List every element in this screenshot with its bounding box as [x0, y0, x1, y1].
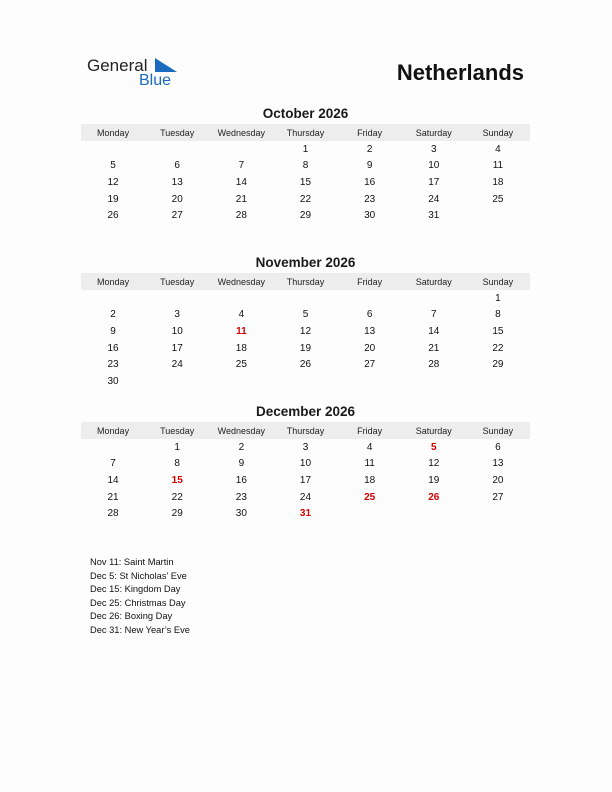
day-cell: 27 — [171, 210, 183, 222]
day-cell: 17 — [299, 474, 312, 486]
month-november — [81, 255, 530, 390]
day-cell: 18 — [364, 474, 376, 486]
month-title: October 2026 — [262, 106, 349, 121]
day-cell: 30 — [107, 375, 119, 387]
day-cell: 25 — [235, 359, 247, 371]
day-cell: 17 — [428, 176, 440, 188]
week-row — [81, 323, 530, 340]
day-cell: 29 — [171, 508, 183, 520]
holiday-item: Dec 31: New Year’s Eve — [90, 624, 190, 635]
day-cell: 10 — [299, 458, 312, 470]
day-cell: 3 — [174, 309, 180, 321]
holiday-day-cell: 25 — [364, 491, 376, 503]
day-cell: 2 — [238, 441, 245, 453]
logo-general-text: General — [87, 56, 148, 75]
day-cell: 20 — [492, 474, 504, 486]
day-cell: 12 — [428, 458, 440, 470]
country-title: Netherlands — [396, 60, 524, 85]
weekday-label: Monday — [97, 425, 130, 436]
week-row — [81, 307, 530, 324]
month-title: November 2026 — [255, 255, 356, 270]
day-cell: 12 — [299, 325, 312, 337]
weekday-label: Monday — [97, 276, 130, 287]
day-cell: 27 — [492, 491, 504, 503]
weekday-label: Friday — [357, 425, 383, 436]
holiday-list — [90, 556, 190, 638]
month-title: December 2026 — [255, 404, 356, 419]
weekday-header-row — [81, 273, 530, 290]
day-cell: 14 — [107, 474, 119, 486]
day-cell: 22 — [171, 491, 183, 503]
weekday-label: Friday — [357, 276, 383, 287]
weekday-header-row — [81, 124, 530, 141]
day-cell: 19 — [299, 342, 312, 354]
day-cell: 22 — [492, 342, 504, 354]
week-row — [81, 191, 530, 208]
day-cell: 13 — [364, 325, 376, 337]
day-cell: 6 — [174, 160, 180, 172]
weekday-label: Sunday — [482, 425, 514, 436]
weekday-label: Thursday — [286, 127, 325, 138]
weekday-label: Thursday — [286, 425, 325, 436]
week-row — [81, 290, 530, 307]
day-cell: 27 — [364, 359, 376, 371]
day-cell: 12 — [107, 176, 119, 188]
day-cell: 24 — [171, 359, 183, 371]
day-cell: 19 — [428, 474, 440, 486]
day-cell: 17 — [171, 342, 183, 354]
day-cell: 16 — [235, 474, 247, 486]
day-cell: 5 — [302, 309, 309, 321]
day-cell: 19 — [107, 193, 119, 205]
week-row — [81, 174, 530, 191]
day-cell: 2 — [366, 143, 373, 155]
logo-triangle-icon — [155, 58, 177, 72]
weekday-label: Saturday — [415, 276, 452, 287]
holiday-day-cell: 11 — [236, 325, 247, 337]
day-cell: 22 — [299, 193, 312, 205]
logo-blue-text: Blue — [139, 72, 172, 89]
day-cell: 24 — [428, 193, 440, 205]
day-cell: 29 — [299, 210, 312, 222]
day-cell: 16 — [364, 176, 376, 188]
weekday-label: Tuesday — [160, 276, 195, 287]
weekday-label: Saturday — [415, 425, 452, 436]
day-cell: 20 — [171, 193, 183, 205]
day-cell: 10 — [428, 160, 440, 172]
weekday-label: Friday — [357, 127, 383, 138]
day-cell: 6 — [366, 309, 373, 321]
holiday-item: Dec 25: Christmas Day — [90, 597, 186, 608]
day-cell: 25 — [492, 193, 504, 205]
day-cell: 5 — [110, 160, 116, 172]
day-cell: 21 — [428, 342, 440, 354]
day-cell: 28 — [235, 210, 247, 222]
day-cell: 4 — [238, 309, 245, 321]
day-cell: 2 — [110, 309, 116, 321]
weekday-label: Sunday — [482, 127, 514, 138]
day-cell: 11 — [492, 160, 504, 172]
day-cell: 21 — [107, 491, 119, 503]
day-cell: 8 — [302, 160, 309, 172]
weekday-header-row — [81, 422, 530, 439]
day-cell: 23 — [235, 491, 247, 503]
day-cell: 28 — [428, 359, 440, 371]
day-cell: 23 — [107, 359, 119, 371]
weekday-label: Wednesday — [217, 276, 266, 287]
day-cell: 4 — [495, 143, 501, 155]
logo — [87, 56, 187, 92]
day-cell: 28 — [107, 508, 119, 520]
day-cell: 7 — [430, 309, 437, 321]
day-cell: 8 — [495, 309, 501, 321]
holiday-day-cell: 5 — [430, 441, 437, 453]
day-cell: 13 — [171, 176, 183, 188]
week-row — [81, 141, 530, 158]
weekday-label: Thursday — [286, 276, 325, 287]
weekday-label: Wednesday — [217, 127, 266, 138]
day-cell: 26 — [299, 359, 312, 371]
day-cell: 1 — [302, 143, 309, 155]
day-cell: 18 — [235, 342, 247, 354]
day-cell: 3 — [430, 143, 437, 155]
week-row — [81, 158, 530, 175]
weekday-label: Tuesday — [160, 425, 195, 436]
day-cell: 9 — [366, 160, 373, 172]
holiday-item: Dec 15: Kingdom Day — [90, 584, 181, 595]
day-cell: 3 — [302, 441, 309, 453]
day-cell: 6 — [495, 441, 501, 453]
day-cell: 8 — [174, 458, 180, 470]
holiday-day-cell: 31 — [299, 508, 312, 520]
day-cell: 13 — [492, 458, 504, 470]
day-cell: 14 — [235, 176, 247, 188]
week-row — [81, 489, 530, 506]
day-cell: 1 — [495, 292, 501, 304]
day-cell: 10 — [171, 325, 183, 337]
holiday-item: Dec 26: Boxing Day — [90, 611, 173, 622]
weekday-label: Sunday — [482, 276, 514, 287]
day-cell: 15 — [492, 325, 504, 337]
week-row — [81, 439, 530, 456]
weekday-label: Wednesday — [217, 425, 266, 436]
weekday-label: Tuesday — [160, 127, 195, 138]
day-cell: 26 — [107, 210, 119, 222]
week-row — [81, 373, 530, 390]
day-cell: 7 — [238, 160, 245, 172]
day-cell: 1 — [174, 441, 180, 453]
week-row — [81, 472, 530, 489]
holiday-day-cell: 15 — [171, 474, 183, 486]
day-cell: 31 — [428, 210, 440, 222]
weekday-label: Saturday — [415, 127, 452, 138]
holiday-item: Nov 11: Saint Martin — [90, 557, 174, 567]
day-cell: 9 — [238, 458, 245, 470]
month-october — [81, 106, 530, 224]
week-row — [81, 340, 530, 357]
week-row — [81, 505, 530, 522]
week-row — [81, 356, 530, 373]
day-cell: 16 — [107, 342, 119, 354]
day-cell: 29 — [492, 359, 504, 371]
day-cell: 18 — [492, 176, 504, 188]
day-cell: 23 — [364, 193, 376, 205]
day-cell: 30 — [235, 508, 247, 520]
holiday-day-cell: 26 — [428, 491, 440, 503]
day-cell: 4 — [366, 441, 373, 453]
day-cell: 24 — [299, 491, 312, 503]
day-cell: 7 — [110, 458, 116, 470]
day-cell: 14 — [428, 325, 440, 337]
week-row — [81, 456, 530, 473]
holiday-item: Dec 5: St Nicholas’ Eve — [90, 570, 187, 581]
day-cell: 15 — [299, 176, 312, 188]
day-cell: 9 — [110, 325, 116, 337]
day-cell: 21 — [235, 193, 247, 205]
month-december — [81, 404, 530, 522]
weekday-label: Monday — [97, 127, 130, 138]
day-cell: 20 — [364, 342, 376, 354]
day-cell: 11 — [364, 458, 375, 470]
week-row — [81, 207, 530, 224]
day-cell: 30 — [364, 210, 376, 222]
